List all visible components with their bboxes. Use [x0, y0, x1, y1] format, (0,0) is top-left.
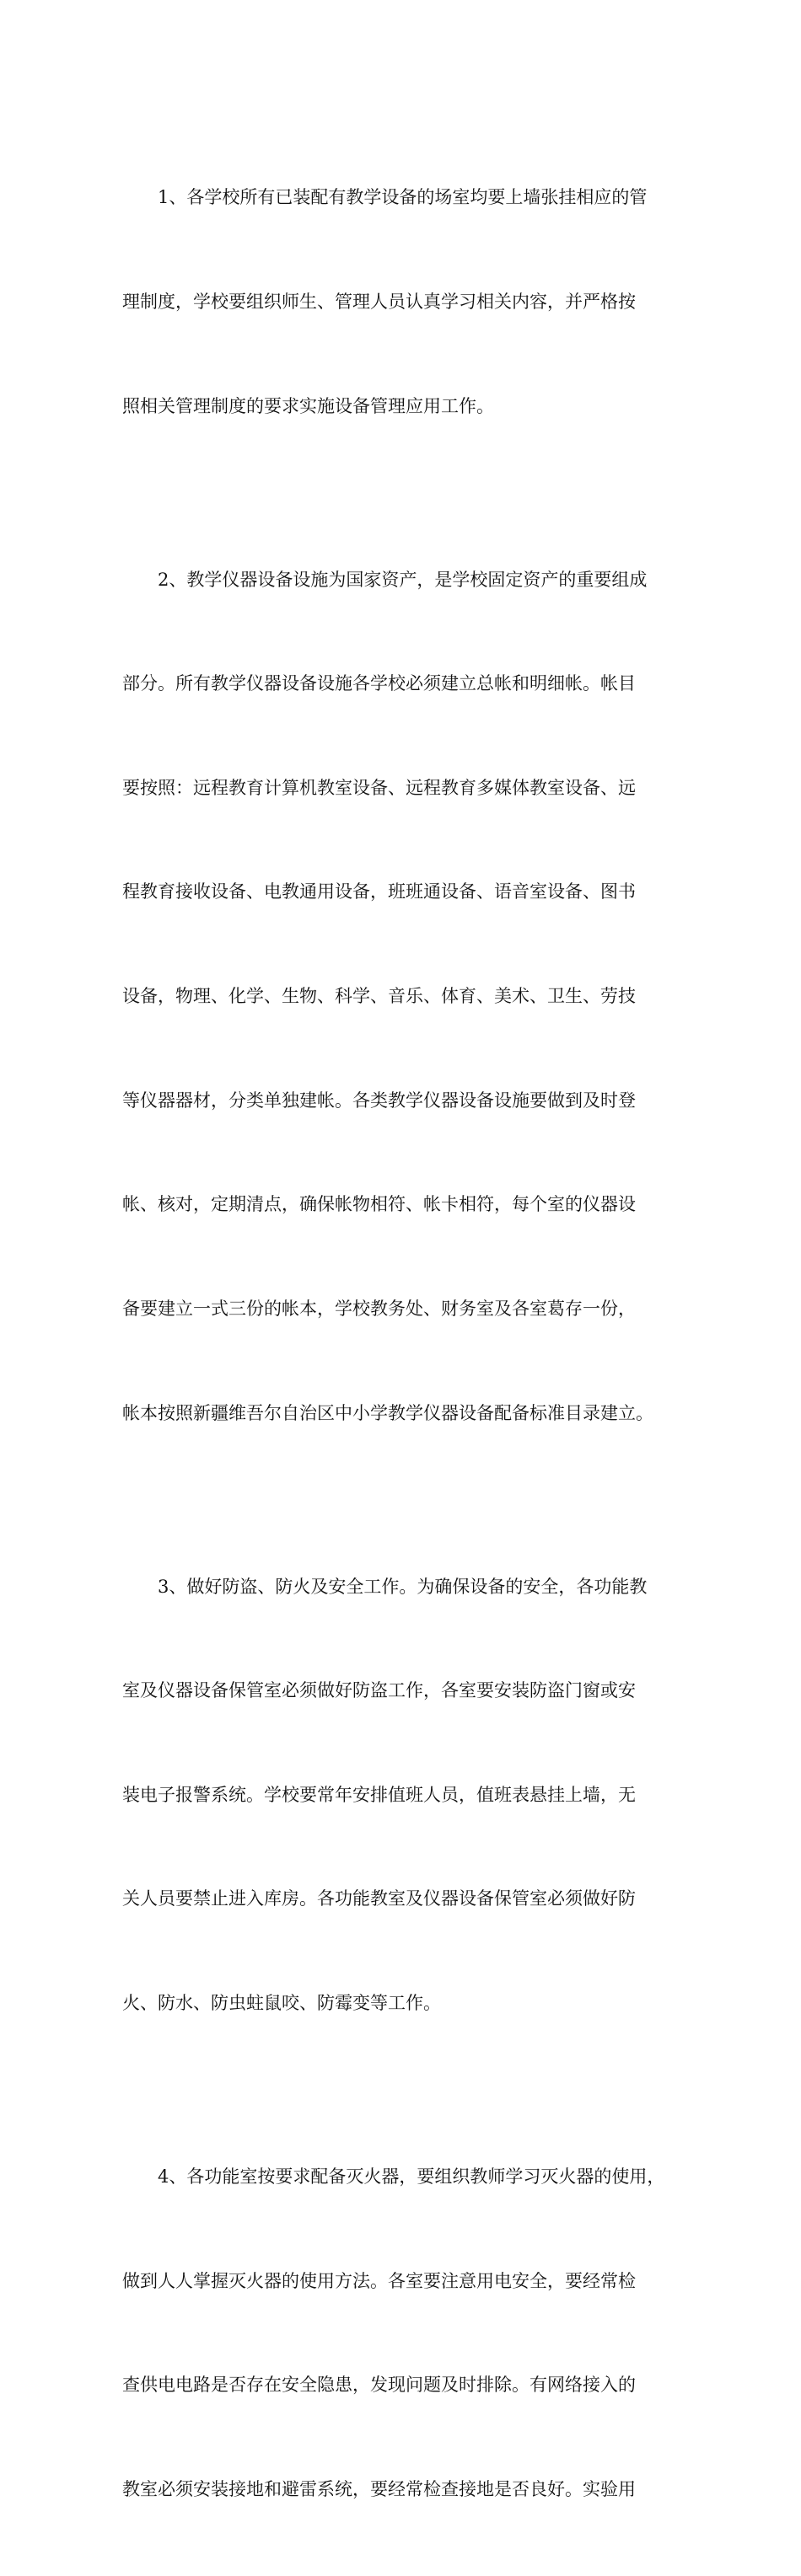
document-body — [122, 111, 679, 2576]
text-line: 3、做好防盗、防火及安全工作。为确保设备的安全，各功能教 — [158, 1576, 648, 1597]
paragraph-2 — [122, 493, 679, 1500]
paragraph-1 — [122, 111, 679, 493]
text-line: 关人员要禁止进入库房。各功能教室及仪器设备保管室必须做好防 — [122, 1888, 636, 1909]
text-line: 照相关管理制度的要求实施设备管理应用工作。 — [122, 395, 494, 416]
text-line: 帐、核对，定期清点，确保帐物相符、帐卡相符，每个室的仪器设 — [122, 1194, 636, 1215]
text-line: 装电子报警系统。学校要常年安排值班人员，值班表悬挂上墙，无 — [122, 1784, 636, 1805]
text-line: 要按照：远程教育计算机教室设备、远程教育多媒体教室设备、远 — [122, 777, 636, 798]
text-line: 4、各功能室按要求配备灭火器，要组织教师学习灭火器的使用， — [158, 2166, 665, 2187]
text-line: 1、各学校所有已装配有教学设备的场室均要上墙张挂相应的管 — [158, 187, 648, 208]
paragraph-4 — [122, 2091, 679, 2576]
text-line: 理制度，学校要组织师生、管理人员认真学习相关内容，并严格按 — [122, 292, 636, 313]
text-line: 火、防水、防虫蛀鼠咬、防霉变等工作。 — [122, 1992, 441, 2013]
text-line: 2、教学仪器设备设施为国家资产，是学校固定资产的重要组成 — [158, 569, 648, 590]
text-line: 做到人人掌握灭火器的使用方法。各室要注意用电安全，要经常检 — [122, 2270, 636, 2291]
text-line: 教室必须安装接地和避雷系统，要经常检查接地是否良好。实验用 — [122, 2478, 636, 2499]
text-line: 帐本按照新疆维吾尔自治区中小学教学仪器设备配备标准目录建立。 — [122, 1402, 653, 1423]
text-line: 部分。所有教学仪器设备设施各学校必须建立总帐和明细帐。帐目 — [122, 673, 636, 694]
text-line: 备要建立一式三份的帐本，学校教务处、财务室及各室葛存一份， — [122, 1298, 636, 1319]
text-line: 室及仪器设备保管室必须做好防盗工作，各室要安装防盗门窗或安 — [122, 1680, 636, 1701]
text-line: 设备，物理、化学、生物、科学、音乐、体育、美术、卫生、劳技 — [122, 986, 636, 1007]
text-line: 程教育接收设备、电教通用设备，班班通设备、语音室设备、图书 — [122, 881, 636, 902]
text-line: 查供电电路是否存在安全隐患，发现问题及时排除。有网络接入的 — [122, 2375, 636, 2396]
paragraph-3 — [122, 1500, 679, 2090]
text-line: 等仪器器材，分类单独建帐。各类教学仪器设备设施要做到及时登 — [122, 1090, 636, 1111]
